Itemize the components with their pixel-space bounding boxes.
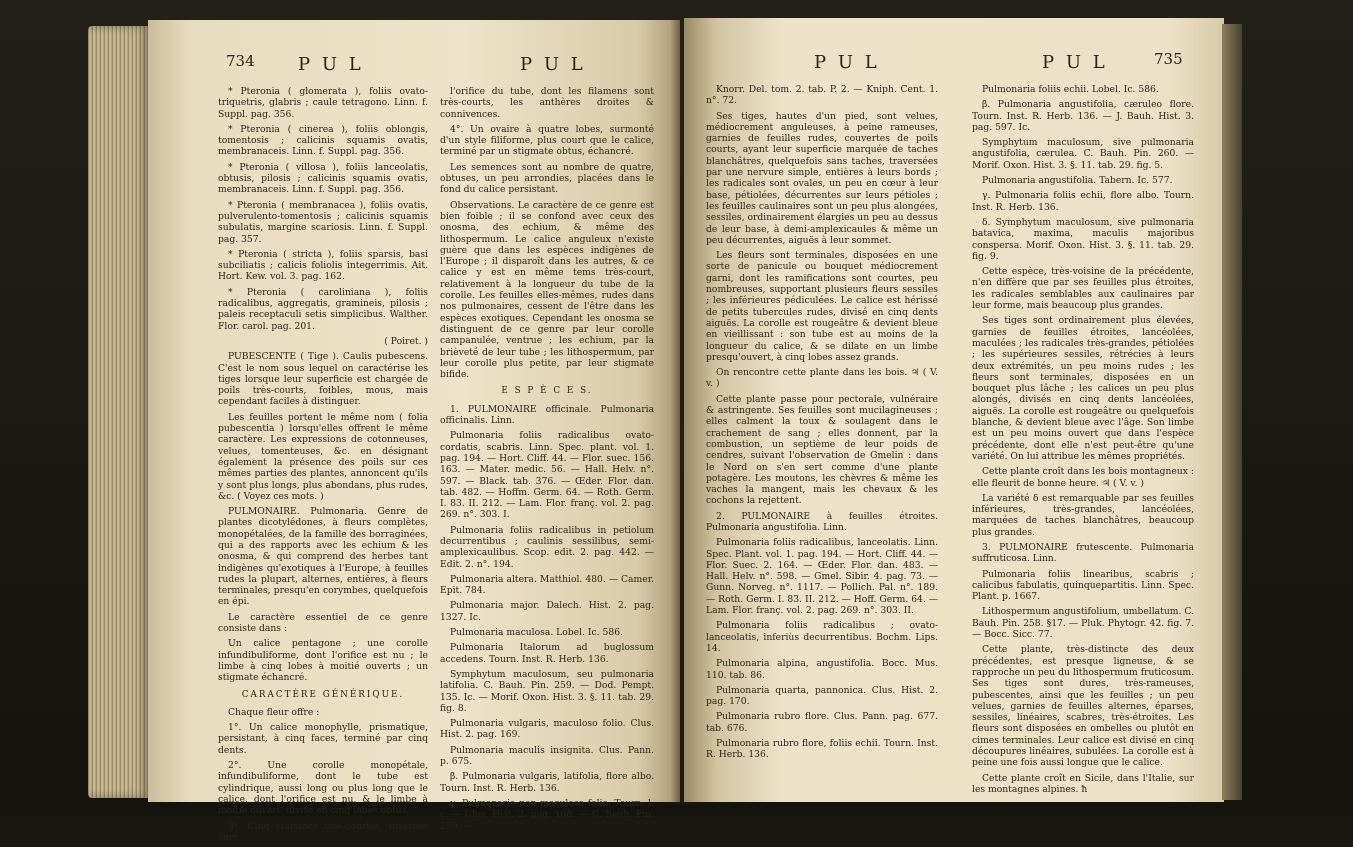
text-paragraph: Les fleurs sont terminales, disposées en une sorte de panicule ou bouquet médiocrement garni, dont les ramifications sont courtes, peu nombreuses, supportant plusieurs fleurs sessiles ; les inférieures pédiculées. Le calice est hérissé de petits tubercules rudes, divisé en cinq dents aiguës. La corolle est rougeâtre & devient bleue en vieillissant : son tube est au moins de la longueur du calice, & se dilate en un limbe presqu'ouvert, à cinq lobes assez grands. bbox=[706, 250, 938, 363]
text-paragraph: Pulmonaria quarta, pannonica. Clus. Hist. 2. pag. 170. bbox=[706, 684, 938, 708]
text-paragraph: 3. PULMONAIRE frutescente. Pulmonaria suffruticosa. Linn. bbox=[972, 541, 1194, 565]
text-paragraph: Pulmonaria angustifolia. Tabern. Ic. 577. bbox=[982, 175, 1173, 187]
text-paragraph: β. Pulmonaria vulgaris, latifolia, flore albo. Tourn. Inst. R. Herb. 136. bbox=[440, 771, 654, 794]
text-paragraph: Pulmonaria foliis radicalibus ovato-cordatis, scabris. Linn. Spec. plant. vol. 1. pag. 194. — Hort. Cliff. 44. — Flor. suec. 156. 163. — Mater. medic. 56. — Hall. Helv. n°. 597. — Black. tab. 376. — Œder. Flor. dan. tab. 482. — Hoffm. Germ. 64. — Roth. Germ. I. 83. II. 212. — Lam. Flor. franç. vol. 2. pag. 269. n°. 303. I. bbox=[440, 430, 654, 521]
text-paragraph: Pulmonaria Italorum ad buglossum accedens. Tourn. Inst. R. Herb. 136. bbox=[440, 642, 654, 665]
text-paragraph: Observations. Le caractère de ce genre est bien foible ; il se confond avec ceux des onosma, des echium, & même des lithospermum. Le calice anguleux n'existe guère que dans les espèces indigènes de l'Europe ; il disparoît dans les autres, & ce calice y est en même tems très-court, relativement à la longueur du tube de la corolle. Les feuilles elles-mêmes, rudes dans nos pulmonaires, cessent de l'être dans les espèces exotiques. Cependant les onosma se distinguent de ce genre par leur corolle campanulée, ventrue ; les echium, par la brièveté de leur tube ; les lithospermum, par leur corolle plus petite, par leur stigmate bifide. bbox=[440, 199, 654, 381]
text-paragraph: γ. Pulmonaria non maculoso folio. Tourn. l. c. — Clus. Hist. 2. pag. 168. — C. Bauh. Pin. 259. — bbox=[440, 797, 654, 832]
text-paragraph: Cette plante, très-distincte des deux précédentes, est presque ligneuse, & se rapproche un peu du lithospermum fruticosum. Ses tiges sont dures, très-rameuses, pubescentes, ainsi que les feuilles ; un peu velues, garnies de feuilles alternes, éparses, sessiles, linéaires, scabres, très-étroites. Les fleurs sont disposées en ombelles ou plutôt en cimes terminales. Leur calice est divisé en cinq découpures linéaires, subulées. La corolle est à peine une fois aussi longue que le calice. bbox=[972, 644, 1194, 769]
text-paragraph: * Pteronia ( caroliniana ), foliis radicalibus, aggregatis, gramineis, pilosis ; paleis receptaculi setis simplicibus. Walther. Flor. carol. pag. 201. bbox=[218, 286, 428, 332]
text-paragraph: Symphytum maculosum, sive pulmonaria angustifolia, cærulea. C. Bauh. Pin. 260. — Morif. Oxon. Hist. 3. §. 11. tab. 29. fig. 5. bbox=[972, 137, 1194, 171]
text-paragraph: Pulmonaria foliis linearibus, scabris ; calicibus fabulatis, quinquepartitis. Linn. Spec. Plant. p. 1667. bbox=[972, 568, 1194, 603]
left-column-2 bbox=[440, 86, 654, 836]
text-paragraph: 2. PULMONAIRE à feuilles étroites. Pulmonaria angustifolia. Linn. bbox=[706, 510, 938, 533]
text-paragraph: δ. Symphytum maculosum, sive pulmonaria batavica, maxima, maculis majoribus conspersa. Morif. Oxon. Hist. 3. §. 11. tab. 29. fig. 9. bbox=[972, 216, 1194, 262]
left-page bbox=[148, 20, 680, 843]
text-paragraph: Pulmonaria vulgaris, maculoso folio. Clus. Hist. 2. pag. 169. bbox=[440, 718, 654, 741]
text-paragraph: Pulmonaria maculis insignita. Clus. Pann. p. 675. bbox=[440, 744, 654, 768]
right-column-2 bbox=[972, 84, 1194, 799]
text-paragraph: 4°. Un ovaire à quatre lobes, surmonté d'un style filiforme, plus court que le calice, terminé par un stigmate obtus, échancré. bbox=[440, 123, 654, 158]
right-running-header-col2: P U L bbox=[1042, 52, 1108, 73]
text-paragraph: γ. Pulmonaria foliis echii, flore albo. Tourn. Inst. R. Herb. 136. bbox=[972, 190, 1194, 213]
text-paragraph: 1. PULMONAIRE officinale. Pulmonaria officinalis. Linn. bbox=[440, 403, 654, 427]
book-page-block bbox=[88, 26, 150, 798]
text-paragraph: Les feuilles portent le même nom ( folia pubescentia ) lorsqu'elles offrent le même caractère. Les expressions de cotonneuses, velues, tomenteuses, &c. en désignant également la présence des poils sur ces mêmes parties des plantes, annoncent qu'ils y sont plus longs, plus abondans, plus rudes, &c. ( Voyez ces mots. ) bbox=[218, 411, 428, 502]
left-column-1 bbox=[218, 86, 428, 847]
text-paragraph: Knorr. Del. tom. 2. tab. P. 2. — Kniph. Cent. 1. n°. 72. bbox=[706, 84, 938, 107]
text-paragraph: E S P È C E S. bbox=[501, 386, 593, 397]
left-running-header-col2: P U L bbox=[520, 54, 586, 75]
text-paragraph: l'orifice du tube, dont les filamens sont très-courts, les anthères droites & connivences. bbox=[440, 86, 654, 120]
text-paragraph: Pulmonaria foliis radicalibus, lanceolatis. Linn. Spec. Plant. vol. 1. pag. 194. — Hort. Cliff. 44. — Flor. Suec. 2. 164. — Œder. Flor. dan. 483. — Hall. Helv. n°. 598. — Gmel. Sibir. 4. pag. 73. — Gunn. Norveg. n°. 1117. — Pollich. Pal. n°. 189. — Roth. Germ. I. 83. II. 212. — Hoff. Germ. 64. — Lam. Flor. franç. vol. 2. pag. 269. n°. 303. II. bbox=[706, 537, 938, 617]
text-paragraph: Pulmonaria rubro flore, foliis echii. Tourn. Inst. R. Herb. 136. bbox=[706, 738, 938, 761]
text-paragraph: Ses tiges sont ordinairement plus élevées, garnies de feuilles étroites, lancéolées, maculées ; les radicales très-grandes, pétiolées ; les supérieures sessiles, rétrécies à leurs deux extrémités, un peu moins rudes ; les fleurs sont terminales, disposées en un bouquet plus lâche ; les calices un peu plus alongés, divisés en cinq dents lancéolées, aiguës. La corolle est rougeâtre ou quelquefois blanche, & devient bleue avec l'âge. Son limbe est un peu moins ouvert que dans l'espèce précédente, dont elle n'est peut-être qu'une variété. On lui attribue les mêmes propriétés. bbox=[972, 315, 1194, 462]
text-paragraph: Cette plante croît en Sicile, dans l'Italie, sur les montagnes alpines. ħ bbox=[972, 772, 1194, 795]
text-paragraph: Les semences sont au nombre de quatre, obtuses, un peu arrondies, placées dans le fond du calice persistant. bbox=[440, 161, 654, 196]
text-paragraph: Pulmonaria rubro flore. Clus. Pann. pag. 677. tab. 676. bbox=[706, 711, 938, 734]
right-page-number: 735 bbox=[1154, 50, 1183, 68]
text-paragraph: Pulmonaria altera. Matthiol. 480. — Camer. Epit. 784. bbox=[440, 573, 654, 597]
text-paragraph: * Pteronia ( glomerata ), foliis ovato-triquetris, glabris ; caule tetragono. Linn. f. Suppl. pag. 356. bbox=[218, 86, 428, 120]
right-page bbox=[684, 18, 1224, 802]
text-paragraph: Pulmonaria alpina, angustifolia. Bocc. Mus. 110. tab. 86. bbox=[706, 658, 938, 681]
text-paragraph: β. Pulmonaria angustifolia, cæruleo flore. Tourn. Inst. R. Herb. 136. — J. Bauh. Hist. 3. pag. 597. Ic. bbox=[972, 99, 1194, 133]
text-paragraph: Pulmonaria foliis echii. Lobel. Ic. 586. bbox=[982, 84, 1159, 95]
text-paragraph: * Pteronia ( villosa ), foliis lanceolatis, obtusis, pilosis ; calicinis squamis ovatis, membranaceis. Linn. f. Suppl. pag. 356. bbox=[218, 161, 428, 196]
text-paragraph: Lithospermum angustifolium, umbellatum. C. Bauh. Pin. 258. §17. — Pluk. Phytogr. 42. fig. 7. — Bocc. Sicc. 77. bbox=[972, 606, 1194, 641]
text-paragraph: * Pteronia ( membranacea ), foliis ovatis, pulverulento-tomentosis ; calicinis squamis subulatis, margine scariosis. Linn. f. Suppl. pag. 357. bbox=[218, 199, 428, 245]
text-paragraph: ( Poiret. ) bbox=[384, 335, 428, 347]
text-paragraph: Pulmonaria foliis radicalibus in petiolum decurrentibus ; caulinis sessilibus, semi-amplexicaulibus. Scop. edit. 2. pag. 442. — Edit. 2. n°. 194. bbox=[440, 524, 654, 570]
text-paragraph: 3°. Cinq étamines très-courtes, insérées vers bbox=[218, 820, 428, 843]
right-column-1 bbox=[706, 84, 938, 765]
text-paragraph: 2°. Une corolle monopétale, infundibuliforme, dont le tube est cylindrique, aussi long ou plus long que le calice, dont l'orifice est nu, & le limbe à moitié ouvert, divisé en cinq lobes obtus. bbox=[218, 760, 428, 817]
text-paragraph: * Pteronia ( stricta ), foliis sparsis, basi subciliatis ; calicis foliolis integerrimis. Ait. Hort. Kew. vol. 3. pag. 162. bbox=[218, 248, 428, 283]
text-paragraph: Un calice pentagone ; une corolle infundibuliforme, dont l'orifice est nu ; le limbe à cinq lobes à moitié ouverts ; un stigmate échancré. bbox=[218, 638, 428, 684]
text-paragraph: La variété δ est remarquable par ses feuilles inférieures, très-grandes, lancéolées, marquées de taches blanchâtres, beaucoup plus grandes. bbox=[972, 492, 1194, 538]
text-paragraph: On rencontre cette plante dans les bois. ♃ ( V. v. ) bbox=[706, 367, 938, 390]
text-paragraph: Cette plante passe pour pectorale, vulnéraire & astringente. Ses feuilles sont mucilagineuses ; elles calment la toux & soulagent dans le crachement de sang ; elles donnent, par la combustion, un septième de leur poids de cendres, suivant l'observation de Gmelin : dans le Nord on s'en sert comme d'une plante potagère. Les moutons, les chèvres & même les vaches la mangent, mais les chevaux & les cochons la rejettent. bbox=[706, 393, 938, 507]
text-paragraph: Cette espèce, très-voisine de la précédente, n'en diffère que par ses feuilles plus étroites, les radicales semblables aux caulinaires par leur forme, mais beaucoup plus grandes. bbox=[972, 266, 1194, 312]
text-paragraph: PUBESCENTE ( Tige ). Caulis pubescens. C'est le nom sous lequel on caractérise les tiges lorsque leur superficie est chargée de poils très-courts, foibles, mous, mais cependant faciles à distinguer. bbox=[218, 351, 428, 408]
text-paragraph: 1°. Un calice monophylle, prismatique, persistant, à cinq faces, terminé par cinq dents. bbox=[218, 722, 428, 756]
text-paragraph: Ses tiges, hautes d'un pied, sont velues, médiocrement anguleuses, à peine rameuses, garnies de feuilles rudes, couvertes de poils courts, ayant leur superficie marquée de taches blanchâtres, quelquefois sans taches, traversées par une nervure simple, entières à leurs bords ; les radicales sont ovales, un peu en cœur à leur base, pétiolées, décurrentes sur leurs pétioles ; les feuilles caulinaires sont un peu plus alongées, sessiles, ordinairement élargies un peu au dessus de leur base, à demi-amplexicaules & même un peu décurrentes, aiguës à leur sommet. bbox=[706, 110, 938, 246]
text-paragraph: PULMONAIRE. Pulmonaria. Genre de plantes dicotylédones, à fleurs complètes, monopétalées, de la famille des borraginées, qui a des rapports avec les echium & les onosma, & qui comprend des herbes tant indigènes qu'exotiques à l'Europe, à feuilles rudes la plupart, alternes, entières, à fleurs terminales, presqu'en corymbes, quelquefois en épi. bbox=[218, 506, 428, 608]
page-edge-shadow bbox=[1222, 24, 1242, 800]
text-paragraph: Pulmonaria foliis radicalibus ; ovato-lanceolatis, inferiùs decurrentibus. Bochm. Lips. 14. bbox=[706, 620, 938, 654]
text-paragraph: Pulmonaria maculosa. Lobel. Ic. 586. bbox=[450, 627, 623, 639]
text-paragraph: Le caractère essentiel de ce genre consiste dans : bbox=[218, 611, 428, 635]
text-paragraph: Chaque fleur offre : bbox=[228, 706, 320, 718]
text-paragraph: Symphytum maculosum, seu pulmonaria latifolia. C. Bauh. Pin. 259. — Dod. Pempt. 135. Ic. — Morif. Oxon. Hist. 3. §. 11. tab. 29. fig. 8. bbox=[440, 668, 654, 714]
right-running-header: P U L bbox=[814, 52, 880, 73]
left-running-header: P U L bbox=[298, 54, 364, 75]
text-paragraph: CARACTÈRE GÉNÉRIQUE. bbox=[241, 689, 405, 700]
left-page-number: 734 bbox=[226, 52, 255, 70]
text-paragraph: Cette plante croît dans les bois montagneux : elle fleurit de bonne heure. ♃ ( V. v. ) bbox=[972, 466, 1194, 489]
text-paragraph: Pulmonaria major. Dalech. Hist. 2. pag. 1327. Ic. bbox=[440, 600, 654, 623]
text-paragraph: * Pteronia ( cinerea ), foliis oblongis, tomentosis ; calicinis squamis ovatis, membranaceis. Linn. f. Suppl. pag. 356. bbox=[218, 123, 428, 158]
